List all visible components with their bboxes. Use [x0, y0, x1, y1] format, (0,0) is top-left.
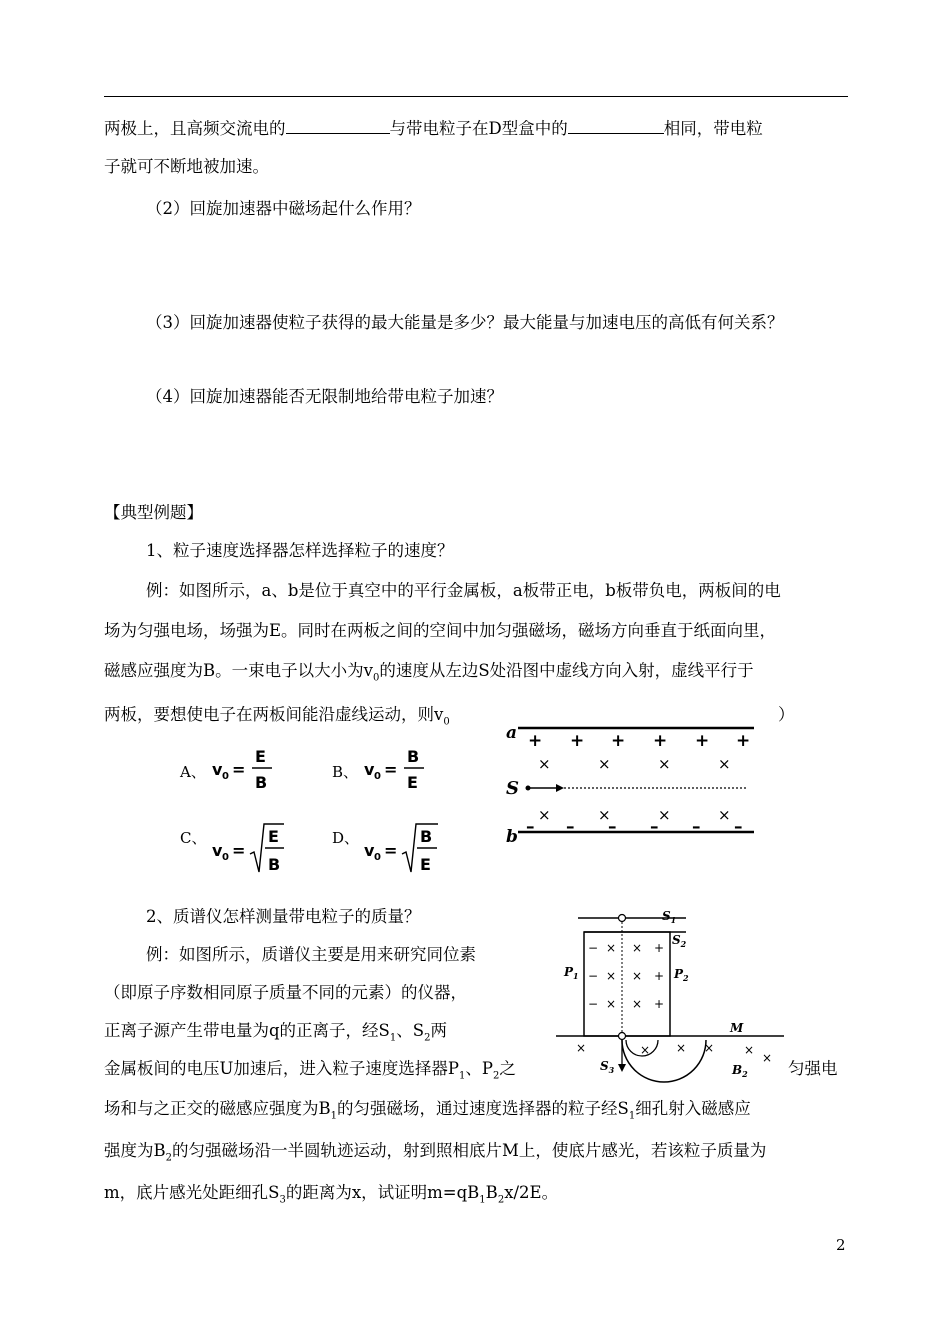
svg-text:×: ×	[632, 997, 643, 1011]
svg-text:×: ×	[704, 1041, 715, 1055]
m-label: M	[730, 1021, 744, 1035]
example-1-line-4: 两板，要想使电子在两板间能沿虚线运动，则$v_0$	[104, 705, 450, 728]
option-c[interactable]: C、	[180, 829, 207, 847]
example-2-line-4: 金属板间的电压U加速后，进入粒子速度选择器$P_1$、$P_2$之	[104, 1059, 516, 1082]
svg-text:×: ×	[718, 806, 731, 824]
svg-text:v: v	[364, 841, 375, 860]
section-title: 【典型例题】	[104, 503, 203, 522]
s1-label: $S_1$	[662, 909, 677, 925]
option-c-formula	[208, 818, 286, 878]
svg-text:×: ×	[658, 806, 671, 824]
s2-label: $S_2$	[672, 933, 687, 949]
example-2-line-3: 正离子源产生带电量为q的正离子，经$S_1$、$S_2$两	[104, 1021, 447, 1044]
svg-text:×: ×	[606, 997, 617, 1011]
svg-text:0: 0	[222, 852, 229, 863]
svg-text:E: E	[420, 855, 431, 874]
svg-text:×: ×	[718, 755, 731, 773]
svg-text:–: –	[692, 817, 701, 837]
svg-text:+: +	[528, 731, 543, 751]
svg-text:–: –	[608, 817, 617, 837]
svg-text:×: ×	[598, 755, 611, 773]
svg-text:B: B	[407, 747, 420, 766]
svg-text:×: ×	[598, 806, 611, 824]
svg-text:=: =	[384, 841, 398, 860]
svg-text:B: B	[420, 827, 433, 846]
svg-text:×: ×	[658, 755, 671, 773]
example-2-line-2: （即原子序数相同原子质量不同的元素）的仪器，	[104, 983, 467, 1002]
example-2-line-6: 强度为$B_2$的匀强磁场沿一半圆轨迹运动，射到照相底片M上，使底片感光，若该粒子质量为	[104, 1141, 767, 1164]
svg-text:−: −	[588, 969, 599, 983]
svg-text:+: +	[653, 731, 668, 751]
q1-line-1: 两极上，且高频交流电的 与带电粒子在D型盒中的 相同，带电粒	[104, 119, 763, 138]
svg-text:×: ×	[676, 1041, 687, 1055]
svg-text:+: +	[570, 731, 585, 751]
svg-text:×: ×	[744, 1043, 755, 1057]
s3-label: $S_3$	[600, 1059, 615, 1075]
example-1-line-1: 例：如图所示，a、b是位于真空中的平行金属板，a板带正电，b板带负电，两板间的电	[146, 581, 781, 600]
svg-text:=: =	[384, 760, 398, 779]
velocity-selector-diagram	[498, 714, 764, 852]
example-1-line-2: 场为匀强电场，场强为E。同时在两板之间的空间中加匀强磁场，磁场方向垂直于纸面向里，	[104, 621, 777, 640]
svg-text:v: v	[212, 841, 223, 860]
svg-text:–: –	[734, 817, 743, 837]
svg-text:E: E	[407, 773, 418, 792]
svg-text:+: +	[654, 997, 665, 1011]
svg-text:B: B	[255, 773, 268, 792]
svg-text:v: v	[364, 760, 375, 779]
svg-text:–: –	[526, 817, 535, 837]
option-a-formula	[208, 740, 278, 794]
option-d[interactable]: D、	[332, 829, 360, 847]
svg-text:×: ×	[632, 969, 643, 983]
svg-text:0: 0	[374, 771, 381, 782]
svg-text:E: E	[268, 827, 279, 846]
mass-spectrometer-diagram	[556, 906, 784, 1086]
option-b[interactable]: B、	[332, 763, 359, 781]
svg-text:−: −	[588, 997, 599, 1011]
svg-text:×: ×	[538, 806, 551, 824]
option-b-formula	[360, 740, 430, 794]
example-2-line-4-right: 匀强电	[788, 1059, 838, 1078]
source-s-label: S	[506, 778, 519, 799]
svg-text:×: ×	[640, 1043, 651, 1057]
example-2-line-5: 场和与之正交的磁感应强度为$B_1$的匀强磁场，通过速度选择器的粒子经$S_1$细孔射入磁感应	[104, 1099, 751, 1122]
plate-b-label: b	[506, 827, 518, 847]
svg-text:0: 0	[222, 771, 229, 782]
svg-text:+: +	[736, 731, 751, 751]
svg-text:×: ×	[762, 1051, 773, 1065]
hole-s3	[619, 1033, 626, 1040]
svg-text:−: −	[588, 941, 599, 955]
svg-text:×: ×	[606, 969, 617, 983]
question-4: （4）回旋加速器能否无限制地给带电粒子加速？	[146, 387, 503, 406]
svg-text:×: ×	[606, 941, 617, 955]
header-rule	[104, 96, 848, 97]
svg-text:B: B	[268, 855, 281, 874]
svg-text:0: 0	[374, 852, 381, 863]
question-2: （2）回旋加速器中磁场起什么作用？	[146, 199, 421, 218]
svg-text:×: ×	[632, 941, 643, 955]
example-2-line-1: 例：如图所示，质谱仪主要是用来研究同位素	[146, 945, 476, 964]
blank-2[interactable]	[568, 119, 664, 134]
b2-label: $B_2$	[732, 1063, 748, 1079]
svg-text:×: ×	[576, 1041, 587, 1055]
svg-text:E: E	[255, 747, 266, 766]
svg-text:+: +	[695, 731, 710, 751]
example-2-line-7: m，底片感光处距细孔$S_3$的距离为x，试证明$m=qB_1B_2x/2E$。	[104, 1183, 559, 1206]
option-a[interactable]: A、	[180, 763, 206, 781]
example-1-line-3: 磁感应强度为B。一束电子以大小为$v_0$的速度从左边S处沿图中虚线方向入射，虚线平行于	[104, 661, 754, 684]
p1-label: $P_1$	[564, 965, 579, 981]
plate-a-label: a	[506, 723, 518, 743]
svg-text:=: =	[232, 760, 246, 779]
svg-text:–: –	[650, 817, 659, 837]
svg-text:+: +	[654, 941, 665, 955]
q1-line-2: 子就可不断地被加速。	[104, 157, 269, 176]
blank-1[interactable]	[286, 119, 390, 134]
svg-text:×: ×	[538, 755, 551, 773]
svg-text:+: +	[611, 731, 626, 751]
question-3: （3）回旋加速器使粒子获得的最大能量是多少？最大能量与加速电压的高低有何关系？	[146, 313, 784, 332]
svg-text:v: v	[212, 760, 223, 779]
example-1-title: 1、粒子速度选择器怎样选择粒子的速度？	[146, 541, 454, 560]
page-number: 2	[836, 1236, 846, 1254]
svg-text:–: –	[566, 817, 575, 837]
svg-text:=: =	[232, 841, 246, 860]
p2-label: $P_2$	[674, 967, 689, 983]
example-2-title: 2、质谱仪怎样测量带电粒子的质量？	[146, 907, 421, 926]
hole-s1	[619, 915, 626, 922]
example-1-line-4-end: ）	[778, 705, 795, 724]
option-d-formula	[360, 818, 440, 878]
svg-text:+: +	[654, 969, 665, 983]
